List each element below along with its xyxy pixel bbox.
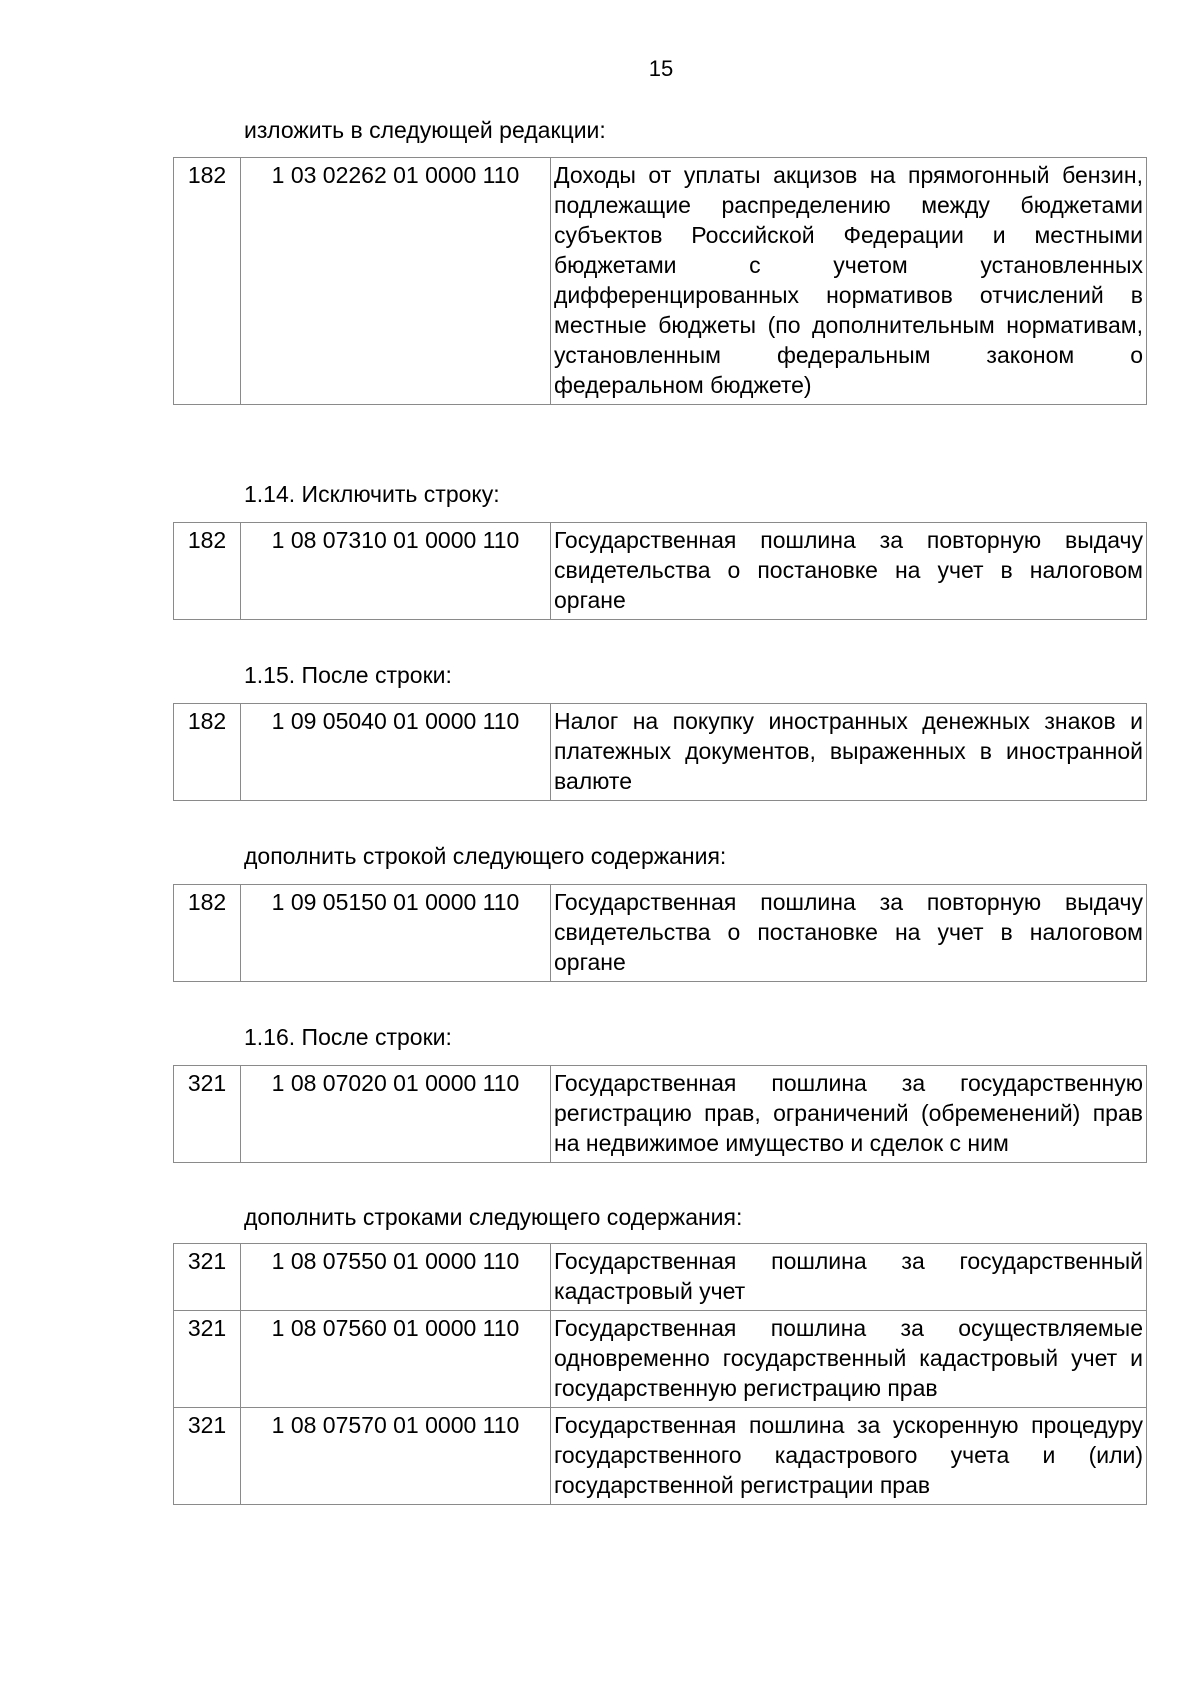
- income-name-cell: Государственная пошлина за ускоренную процедуру государственного кадастрового учета и (или) государственной регистрации прав: [551, 1408, 1147, 1505]
- block-intro: дополнить строками следующего содержания:: [244, 1204, 743, 1230]
- codes-table: [173, 703, 1147, 801]
- budget-code-cell: 1 08 07310 01 0000 110: [241, 523, 551, 620]
- income-name-cell: Государственная пошлина за государственную регистрацию прав, ограничений (обременений) прав на недвижимое имущество и сделок с ним: [551, 1066, 1147, 1163]
- income-name-cell: Доходы от уплаты акцизов на прямогонный бензин, подлежащие распределению между бюджетами субъектов Российской Федерации и местными бюджетами с учетом установленных дифференцированных нормативов отчислений в местные бюджеты (по дополнительным нормативам, установленным федеральным законом о федеральном бюджете): [551, 158, 1147, 405]
- admin-code-cell: 321: [174, 1311, 241, 1408]
- table-row: [174, 704, 1147, 801]
- block-intro: дополнить строкой следующего содержания:: [244, 843, 727, 869]
- table-row: [174, 1408, 1147, 1505]
- income-name-cell: Государственная пошлина за осуществляемые одновременно государственный кадастровый учет и государственную регистрацию прав: [551, 1311, 1147, 1408]
- admin-code-cell: 321: [174, 1408, 241, 1505]
- admin-code-cell: 182: [174, 885, 241, 982]
- admin-code-cell: 182: [174, 158, 241, 405]
- admin-code-cell: 182: [174, 523, 241, 620]
- income-name-cell: Государственная пошлина за государственный кадастровый учет: [551, 1244, 1147, 1311]
- admin-code-cell: 321: [174, 1244, 241, 1311]
- codes-table: [173, 1065, 1147, 1163]
- income-name-cell: Государственная пошлина за повторную выдачу свидетельства о постановке на учет в налоговом органе: [551, 523, 1147, 620]
- codes-table: [173, 884, 1147, 982]
- table-row: [174, 1311, 1147, 1408]
- budget-code-cell: 1 09 05150 01 0000 110: [241, 885, 551, 982]
- table-row: [174, 885, 1147, 982]
- budget-code-cell: 1 08 07550 01 0000 110: [241, 1244, 551, 1311]
- block-intro: 1.16. После строки:: [244, 1024, 452, 1050]
- codes-table: [173, 522, 1147, 620]
- budget-code-cell: 1 08 07560 01 0000 110: [241, 1311, 551, 1408]
- block-intro: изложить в следующей редакции:: [244, 117, 606, 143]
- block-intro: 1.15. После строки:: [244, 662, 452, 688]
- table-row: [174, 523, 1147, 620]
- admin-code-cell: 321: [174, 1066, 241, 1163]
- table-row: [174, 158, 1147, 405]
- block-intro: 1.14. Исключить строку:: [244, 481, 500, 507]
- income-name-cell: Налог на покупку иностранных денежных знаков и платежных документов, выраженных в иностранной валюте: [551, 704, 1147, 801]
- budget-code-cell: 1 03 02262 01 0000 110: [241, 158, 551, 405]
- income-name-cell: Государственная пошлина за повторную выдачу свидетельства о постановке на учет в налоговом органе: [551, 885, 1147, 982]
- table-row: [174, 1066, 1147, 1163]
- table-row: [174, 1244, 1147, 1311]
- budget-code-cell: 1 08 07570 01 0000 110: [241, 1408, 551, 1505]
- page-number: 15: [648, 56, 674, 81]
- admin-code-cell: 182: [174, 704, 241, 801]
- codes-table: [173, 157, 1147, 405]
- budget-code-cell: 1 09 05040 01 0000 110: [241, 704, 551, 801]
- budget-code-cell: 1 08 07020 01 0000 110: [241, 1066, 551, 1163]
- codes-table: [173, 1243, 1147, 1505]
